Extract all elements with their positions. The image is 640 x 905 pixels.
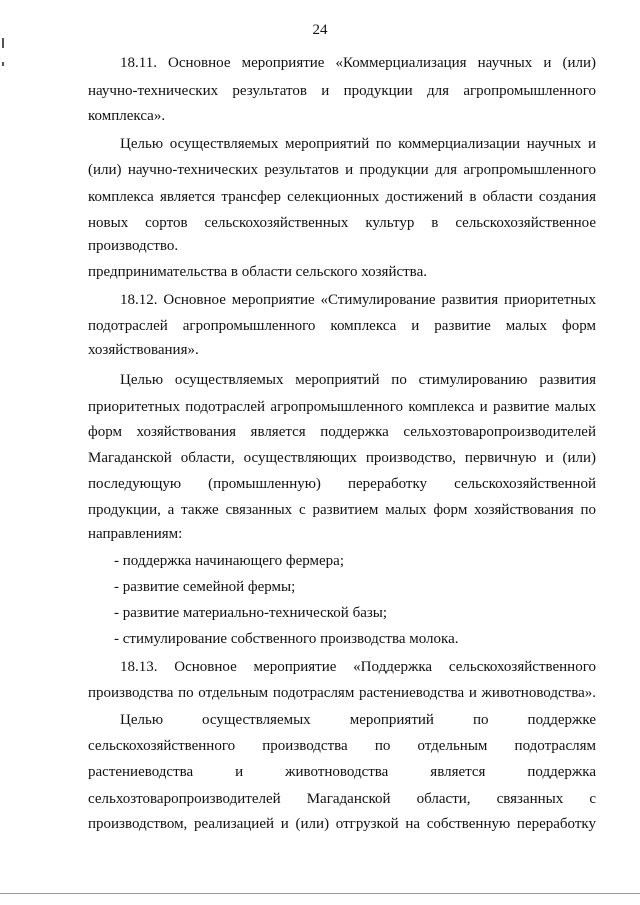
paragraph-line: производством, реализацией и (или) отгрузкой на собственную переработку	[88, 816, 596, 832]
paragraph-line: (или) научно-технических результатов и продукции для агропромышленного	[88, 162, 596, 178]
paragraph-line: направлениям:	[88, 526, 183, 542]
paragraph-line: растениеводства и животноводства является поддержка	[88, 764, 596, 780]
paragraph-line: научно-технических результатов и продукции для агропромышленного	[88, 83, 596, 99]
section-heading-18-12: 18.12. Основное мероприятие «Стимулирование развития приоритетных	[120, 292, 596, 308]
paragraph-line: Магаданской области, осуществляющих производство, первичную и (или)	[88, 450, 596, 466]
paragraph-line: сельскохозяйственного производства по отдельным подотраслям	[88, 738, 596, 754]
list-item: - поддержка начинающего фермера;	[114, 553, 345, 569]
paragraph-line: сельхозтоваропроизводителей Магаданской области, связанных с	[88, 791, 596, 807]
list-item: - стимулирование собственного производства молока.	[114, 631, 459, 647]
paragraph-line: производства по отдельным подотраслям растениеводства и животноводства».	[88, 685, 596, 701]
section-heading-18-13: 18.13. Основное мероприятие «Поддержка сельскохозяйственного	[120, 659, 596, 675]
paragraph-line: предпринимательства в области сельского хозяйства.	[88, 264, 427, 280]
paragraph-line: Целью осуществляемых мероприятий по стимулированию развития	[120, 372, 596, 388]
paragraph-line: комплекса».	[88, 108, 166, 124]
paragraph-line: продукции, а также связанных с развитием малых форм хозяйствования по	[88, 502, 596, 518]
scan-edge-mark	[2, 62, 4, 66]
section-heading-18-11: 18.11. Основное мероприятие «Коммерциализация научных и (или)	[120, 55, 596, 71]
scan-edge-mark	[2, 38, 4, 48]
paragraph-line: последующую (промышленную) переработку сельскохозяйственной	[88, 476, 596, 492]
paragraph-line: приоритетных подотраслей агропромышленного комплекса и развитие малых	[88, 399, 596, 415]
paragraph-line: новых сортов сельскохозяйственных культур в сельскохозяйственное	[88, 215, 596, 231]
paragraph-line: хозяйствования».	[88, 342, 199, 358]
paragraph-line: подотраслей агропромышленного комплекса и развитие малых форм	[88, 318, 596, 334]
page-number: 24	[312, 22, 328, 38]
paragraph-line: производство.	[88, 238, 179, 254]
paragraph-line: Целью осуществляемых мероприятий по поддержке	[120, 712, 596, 728]
paragraph-line: комплекса является трансфер селекционных достижений в области создания	[88, 189, 596, 205]
paragraph-line: форм хозяйствования является поддержка сельхозтоваропроизводителей	[88, 424, 596, 440]
list-item: - развитие семейной фермы;	[114, 579, 296, 595]
bottom-scan-rule	[0, 893, 640, 894]
paragraph-line: Целью осуществляемых мероприятий по коммерциализации научных и	[120, 136, 596, 152]
list-item: - развитие материально-технической базы;	[114, 605, 388, 621]
